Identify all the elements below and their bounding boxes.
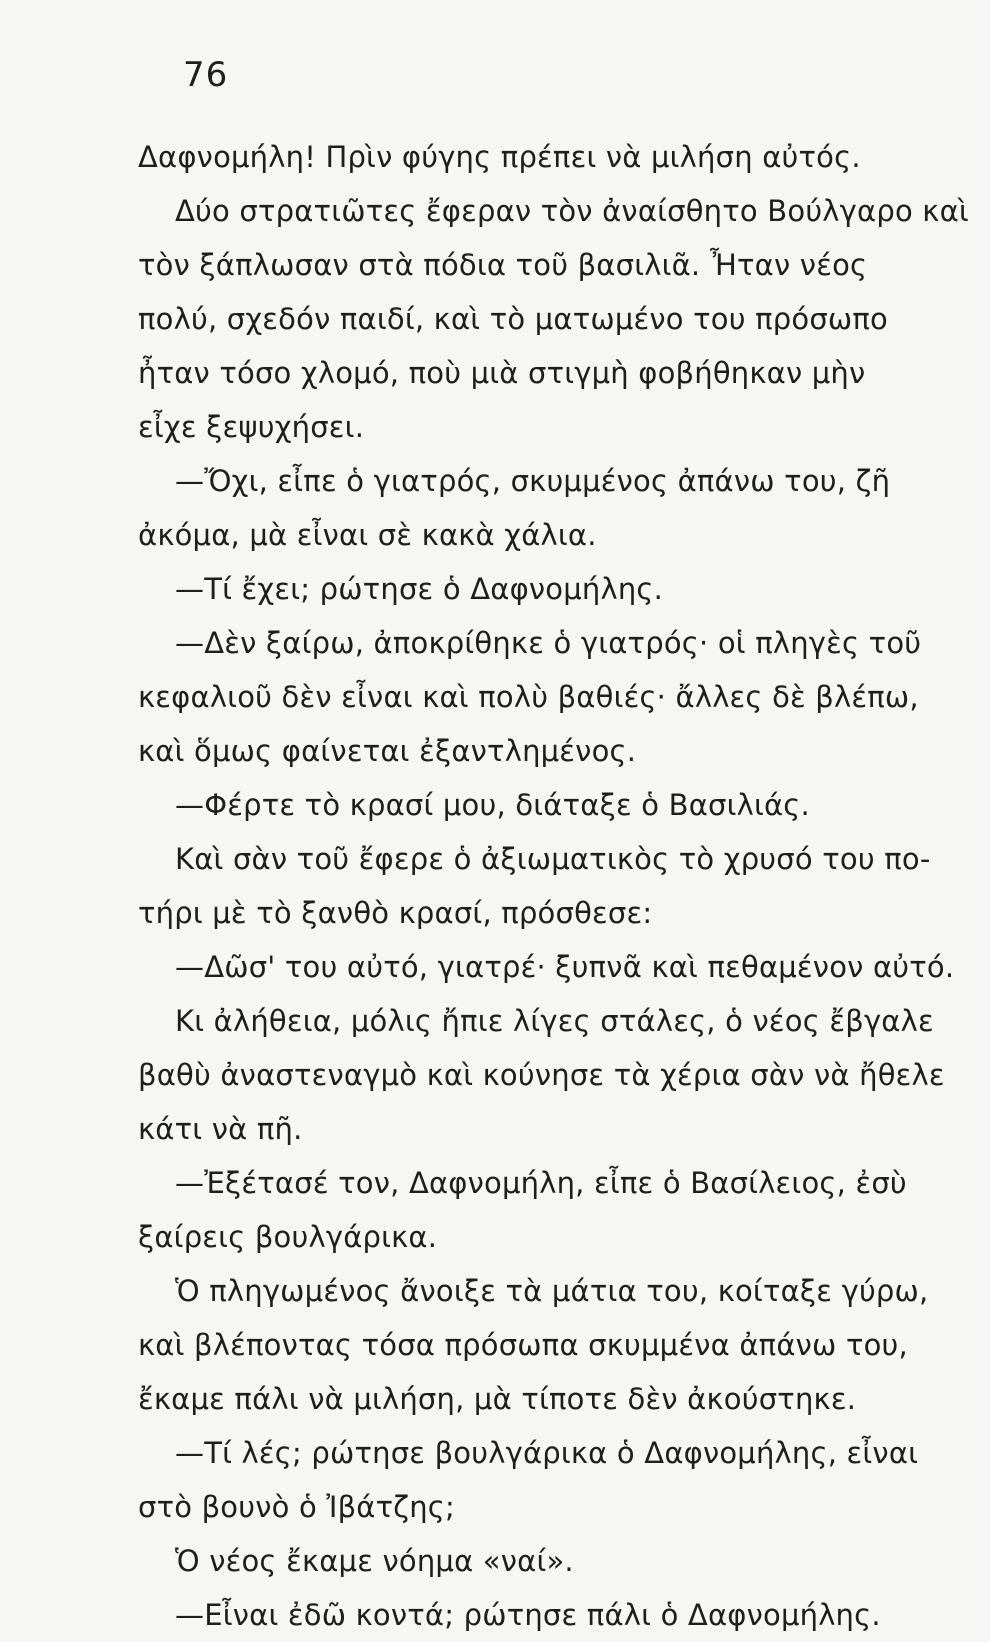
text-line: —Εἶναι ἐδῶ κοντά; ρώτησε πάλι ὁ Δαφνομήλης. bbox=[175, 1598, 881, 1632]
page-text bbox=[138, 130, 969, 1642]
text-line: ἀκόμα, μὰ εἶναι σὲ κακὰ χάλια. bbox=[138, 518, 597, 552]
text-line: καὶ ὅμως φαίνεται ἐξαντλημένος. bbox=[138, 734, 637, 768]
text-line: —Ὄχι, εἶπε ὁ γιατρός, σκυμμένος ἀπάνω του, ζῆ bbox=[175, 464, 891, 498]
text-line: ἦταν τόσο χλομό, ποὺ μιὰ στιγμὴ φοβήθηκαν μὴν bbox=[138, 356, 866, 390]
text-line: στὸ βουνὸ ὁ Ἰβάτζης; bbox=[138, 1490, 455, 1524]
page-number: 76 bbox=[183, 55, 229, 95]
text-line: —Τί ἔχει; ρώτησε ὁ Δαφνομήλης. bbox=[175, 572, 664, 606]
text-line: εἶχε ξεψυχήσει. bbox=[138, 410, 365, 444]
text-line: Ὁ πληγωμένος ἄνοιξε τὰ μάτια του, κοίταξε γύρω, bbox=[175, 1274, 929, 1308]
text-line: —Δὲν ξαίρω, ἀποκρίθηκε ὁ γιατρός· οἱ πληγὲς τοῦ bbox=[175, 626, 922, 660]
text-line: βαθὺ ἀναστεναγμὸ καὶ κούνησε τὰ χέρια σὰν νὰ ἤθελε bbox=[138, 1058, 945, 1092]
text-line: —Ἐξέτασέ τον, Δαφνομήλη, εἶπε ὁ Βασίλειος, ἐσὺ bbox=[175, 1166, 907, 1200]
text-line: κάτι νὰ πῆ. bbox=[138, 1112, 303, 1146]
text-line: Δαφνομήλη! Πρὶν φύγης πρέπει νὰ μιλήση αὐτός. bbox=[138, 140, 861, 174]
text-line: πολύ, σχεδόν παιδί, καὶ τὸ ματωμένο του πρόσωπο bbox=[138, 302, 889, 336]
text-line: ξαίρεις βουλγάρικα. bbox=[138, 1220, 438, 1254]
text-line: κεφαλιοῦ δὲν εἶναι καὶ πολὺ βαθιές· ἄλλες δὲ βλέπω, bbox=[138, 680, 919, 714]
text-line: τήρι μὲ τὸ ξανθὸ κρασί, πρόσθεσε: bbox=[138, 896, 653, 930]
text-line: —Τί λές; ρώτησε βουλγάρικα ὁ Δαφνομήλης, εἶναι bbox=[175, 1436, 919, 1470]
text-line: Ὁ νέος ἔκαμε νόημα «ναί». bbox=[175, 1544, 574, 1578]
text-line: ἔκαμε πάλι νὰ μιλήση, μὰ τίποτε δὲν ἀκούστηκε. bbox=[138, 1382, 857, 1416]
text-line: —Φέρτε τὸ κρασί μου, διάταξε ὁ Βασιλιάς. bbox=[175, 788, 810, 822]
text-line: —Δῶσ' του αὐτό, γιατρέ· ξυπνᾶ καὶ πεθαμένον αὐτό. bbox=[175, 950, 955, 984]
text-line: καὶ βλέποντας τόσα πρόσωπα σκυμμένα ἀπάνω του, bbox=[138, 1328, 908, 1362]
text-line: Κι ἀλήθεια, μόλις ἤπιε λίγες στάλες, ὁ νέος ἔβγαλε bbox=[175, 1004, 934, 1038]
text-line: Δύο στρατιῶτες ἔφεραν τὸν ἀναίσθητο Βούλγαρο καὶ bbox=[175, 194, 969, 228]
text-line: τὸν ξάπλωσαν στὰ πόδια τοῦ βασιλιᾶ. Ἦταν νέος bbox=[138, 248, 868, 282]
text-line: Καὶ σὰν τοῦ ἔφερε ὁ ἀξιωματικὸς τὸ χρυσό του πο- bbox=[175, 842, 931, 876]
